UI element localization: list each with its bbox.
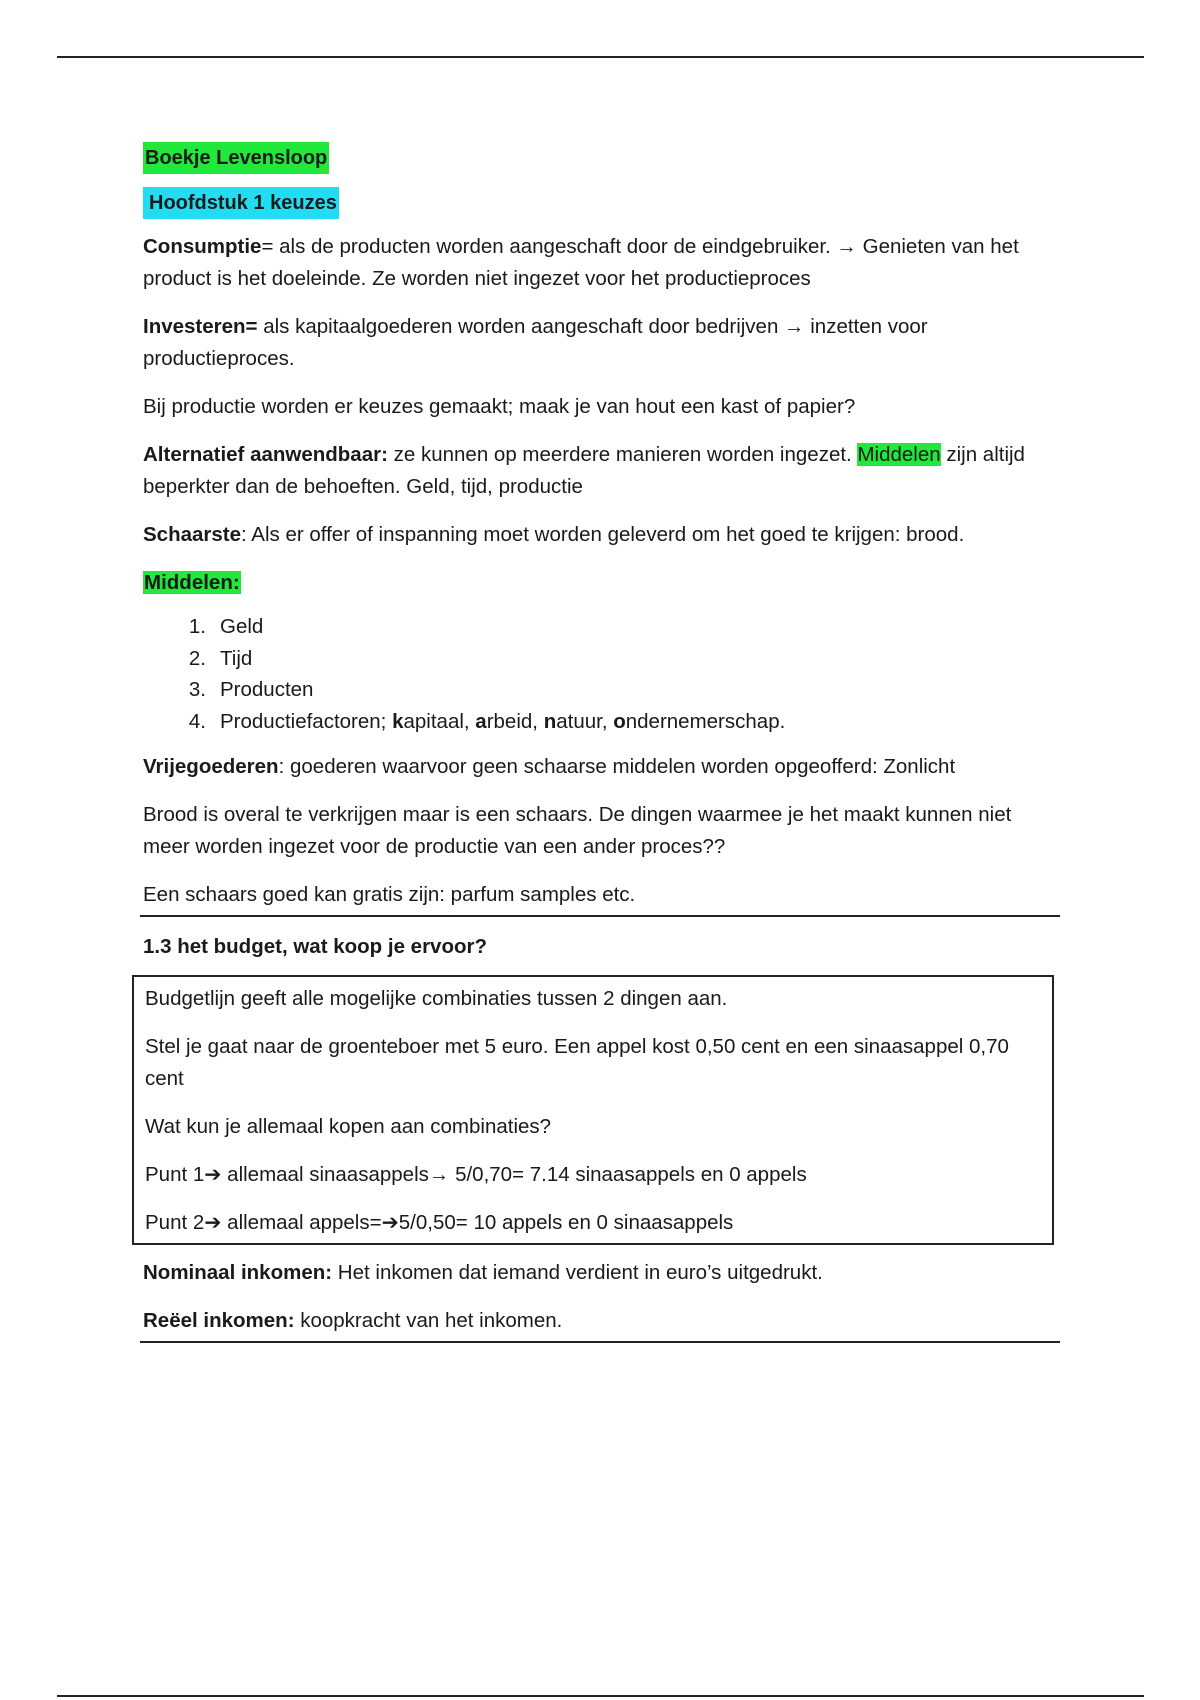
document-body	[143, 142, 1063, 1343]
investeren-paragraph: Investeren= als kapitaalgoederen worden aangeschaft door bedrijven → inzetten voor productieproces.	[143, 315, 928, 370]
arrow-icon: ➔	[204, 1163, 222, 1186]
stel-paragraph: Stel je gaat naar de groenteboer met 5 euro. Een appel kost 0,50 cent en een sinaasappel 0,70 cent	[145, 1035, 1009, 1090]
vraag-paragraph: Wat kun je allemaal kopen aan combinaties?	[145, 1115, 552, 1138]
term-alternatief: Alternatief aanwendbaar:	[143, 443, 388, 466]
list-item: 4. Productiefactoren; kapitaal, arbeid, natuur, ondernemerschap.	[188, 709, 786, 733]
vrijegoederen-paragraph: Vrijegoederen: goederen waarvoor geen schaarse middelen worden opgeofferd: Zonlicht	[143, 755, 956, 778]
chapter-heading: Hoofdstuk 1 keuzes	[143, 187, 339, 219]
list-item: 3. Producten	[188, 678, 314, 701]
middelen-list	[143, 611, 1063, 737]
consumptie-paragraph: Consumptie= als de producten worden aangeschaft door de eindgebruiker. → Genieten van het product is het doeleinde. Ze worden niet ingezet voor het productieproces	[143, 235, 1019, 290]
budgetlijn-paragraph: Budgetlijn geeft alle mogelijke combinaties tussen 2 dingen aan.	[145, 987, 728, 1010]
term-schaarste: Schaarste	[143, 523, 242, 546]
arrow-icon: ➔	[204, 1211, 222, 1234]
punt-1: Punt 1➔ allemaal sinaasappels→ 5/0,70= 7.14 sinaasappels en 0 appels	[145, 1163, 807, 1186]
schaarste-paragraph: Schaarste: Als er offer of inspanning moet worden geleverd om het goed te krijgen: brood.	[143, 523, 965, 546]
middelen-heading: Middelen:	[144, 571, 240, 594]
document-title: Boekje Levensloop	[143, 142, 329, 174]
section-heading-1-3: 1.3 het budget, wat koop je ervoor?	[143, 935, 487, 958]
reeel-paragraph: Reëel inkomen: koopkracht van het inkomen.	[140, 1305, 1060, 1343]
page-bottom-rule	[57, 1695, 1144, 1697]
list-item: 1. Geld	[188, 615, 264, 638]
term-nominaal: Nominaal inkomen:	[143, 1261, 333, 1284]
brood-paragraph: Brood is overal te verkrijgen maar is een schaars. De dingen waarmee je het maakt kunnen niet meer worden ingezet voor de productie van een ander proces??	[143, 803, 1012, 858]
term-reeel: Reëel inkomen:	[143, 1309, 295, 1332]
gratis-paragraph: Een schaars goed kan gratis zijn: parfum samples etc.	[140, 879, 1060, 917]
term-consumptie: Consumptie	[143, 235, 262, 258]
keuzes-paragraph: Bij productie worden er keuzes gemaakt; maak je van hout een kast of papier?	[143, 395, 856, 418]
punt-2: Punt 2➔ allemaal appels=➔5/0,50= 10 appels en 0 sinaasappels	[145, 1211, 734, 1234]
arrow-icon: →	[428, 1163, 450, 1186]
term-vrijegoederen: Vrijegoederen	[143, 755, 279, 778]
alternatief-paragraph: Alternatief aanwendbaar: ze kunnen op meerdere manieren worden ingezet. Middelen zijn altijd beperkter dan de behoeften. Geld, tijd, productie	[143, 443, 1025, 498]
budget-box	[132, 975, 1054, 1245]
page-top-rule	[57, 56, 1144, 58]
list-item: 2. Tijd	[188, 646, 253, 670]
highlight-middelen: Middelen	[857, 443, 941, 466]
arrow-icon: ➔	[381, 1211, 399, 1234]
term-investeren: Investeren=	[143, 315, 258, 338]
nominaal-paragraph: Nominaal inkomen: Het inkomen dat iemand verdient in euro’s uitgedrukt.	[143, 1261, 823, 1284]
